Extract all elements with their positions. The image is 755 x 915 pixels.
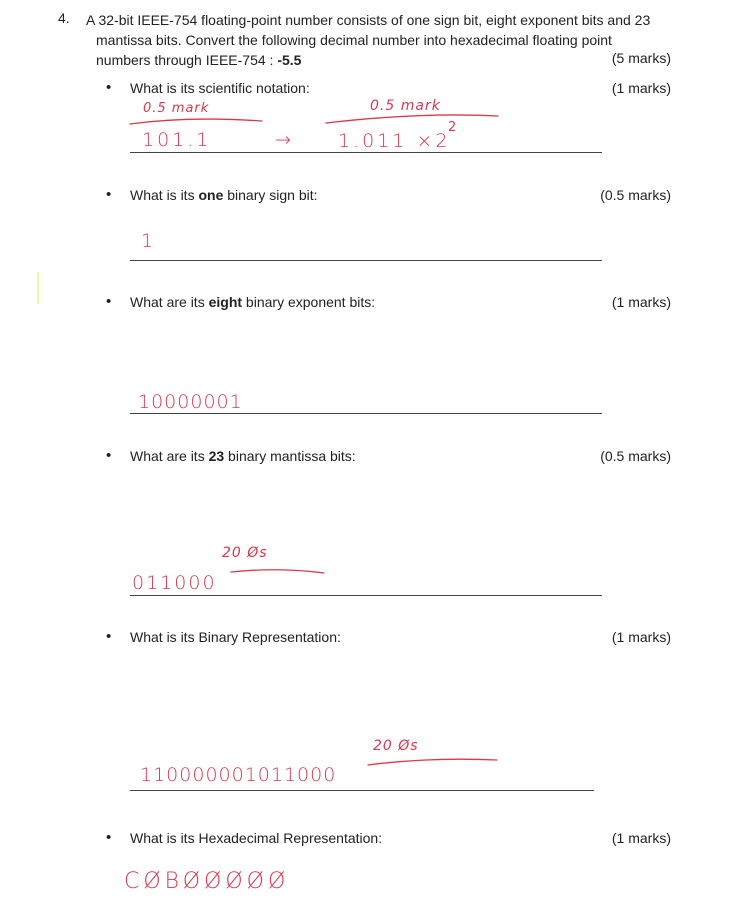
underline-stroke [130,119,262,124]
bullet-icon: • [106,293,112,310]
brace-stroke [231,570,324,573]
part-text: What is its one binary sign bit: [130,187,318,203]
handwritten-note-half-mark-left: 0.5 mark [143,101,210,116]
handwritten-sign-bit: 1 [141,230,157,252]
part-text: What are its eight binary exponent bits: [130,294,376,310]
stem-line-3-text: numbers through IEEE-754 : [96,52,278,68]
handwritten-note-zeros-binary: 20 Øs [373,738,419,754]
margin-highlight-mark [37,272,39,304]
bullet-icon: • [106,186,112,203]
answer-line-exponent [130,413,602,414]
part-marks: (0.5 marks) [600,448,671,464]
answer-line-sign [130,260,602,261]
answer-line-scientific [130,152,602,153]
part-marks: (1 marks) [611,629,671,645]
brace-stroke [368,759,497,765]
bullet-icon: • [106,447,112,464]
bullet-icon: • [106,628,112,645]
stem-line-1: A 32-bit IEEE-754 floating-point number consists of one sign bit, eight exponent bits and 23 [86,12,651,28]
bullet-icon: • [106,79,112,96]
brace-stroke [326,115,498,123]
part-marks: (1 marks) [611,830,671,846]
question-value: -5.5 [277,52,302,68]
handwritten-mantissa-bits: 011000 [132,572,217,594]
question-stem [86,10,676,70]
handwritten-scientific-right: 1.011 ×2 [338,130,451,152]
part-text: What are its 23 binary mantissa bits: [130,448,356,464]
handwritten-binary-representation: 110000001011000 [140,764,337,786]
total-marks: (5 marks) [611,50,671,66]
stem-line-3 [86,50,676,70]
stem-line-2: mantissa bits. Convert the following decimal number into hexadecimal floating point [96,32,612,48]
part-marks: (0.5 marks) [600,187,671,203]
bullet-icon: • [106,829,112,846]
part-text: What is its Hexadecimal Representation: [130,830,383,846]
question-number: 4. [58,10,70,26]
part-marks: (1 marks) [611,80,671,96]
answer-line-binary [130,790,594,791]
handwritten-hex-representation: CØBØØØØØ [124,869,290,894]
handwritten-arrow: → [275,129,294,151]
handwritten-note-zeros-mantissa: 20 Øs [222,545,268,561]
answer-line-mantissa [130,595,602,596]
handwritten-exponent-superscript: 2 [448,120,457,135]
handwritten-scientific-left: 101.1 [142,129,212,151]
handwritten-note-half-mark-right: 0.5 mark [370,98,441,114]
part-text: What is its Binary Representation: [130,629,341,645]
handwritten-exponent-bits: 10000001 [138,391,243,413]
part-text: What is its scientific notation: [130,80,310,96]
part-marks: (1 marks) [611,294,671,310]
